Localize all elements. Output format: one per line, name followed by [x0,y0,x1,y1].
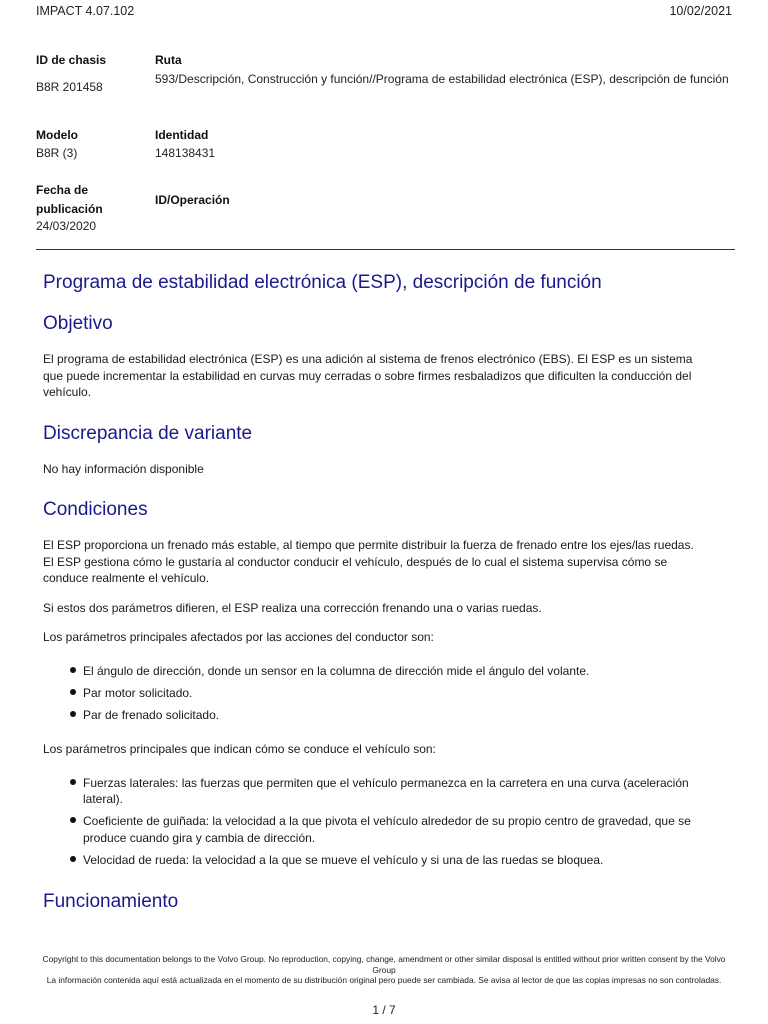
pub-date-value: 24/03/2020 [36,219,97,233]
objective-text: El programa de estabilidad electrónica (ESP) es una adición al sistema de frenos electrónico (EBS). El ESP es un sistema que puede incrementar la estabilidad en curvas muy cerradas o sobre firmes resbaladizos que dificulten la conducción del vehículo. [43,352,693,399]
bullet-icon [70,817,76,823]
route-label: Ruta [155,53,182,67]
bullet-icon [70,779,76,785]
header-divider [36,249,735,250]
vehicle-params-list [43,775,703,869]
driver-params-intro: Los parámetros principales afectados por las acciones del conductor son: [43,630,434,644]
conditions-paragraph-2: Si estos dos parámetros difieren, el ESP realiza una corrección frenando una o varias ruedas. [43,600,542,615]
variant-heading: Discrepancia de variante [43,422,253,444]
bullet-icon [70,856,76,862]
page-number: 1 / 7 [372,1003,396,1017]
conditions-paragraph-1: El ESP proporciona un frenado más estable, al tiempo que permite distribuir la fuerza de frenado entre los ejes/las ruedas. El ESP gestiona cómo le gustaría al conductor conducir el vehículo, después de lo cual el sistema supervisa cómo se conduce realmente el vehículo. [43,538,694,585]
identity-label: Identidad [155,128,209,142]
list-item: Coeficiente de guiñada: la velocidad a la que pivota el vehículo alrededor de su propio centro de gravedad, que se produce cuando gira y cambia de dirección. [43,813,703,846]
app-version: IMPACT 4.07.102 [36,4,135,18]
bullet-icon [70,689,76,695]
document-title: Programa de estabilidad electrónica (ESP), descripción de función [43,272,602,293]
bullet-icon [70,667,76,673]
route-value: 593/Descripción, Construcción y función//Programa de estabilidad electrónica (ESP), descripción de función [155,72,729,86]
conditions-heading: Condiciones [43,499,148,520]
model-label: Modelo [36,128,78,142]
list-item: Par motor solicitado. [43,685,703,702]
bullet-icon [70,711,76,717]
driver-params-list [43,663,703,724]
disclaimer-notice: La información contenida aquí está actualizada en el momento de su distribución original pero puede ser cambiada. Se avisa al lector de que las copias impresas no son controladas. [46,975,722,985]
list-item: El ángulo de dirección, donde un sensor en la columna de dirección mide el ángulo del volante. [43,663,703,680]
list-item: Par de frenado solicitado. [43,707,703,724]
identity-value: 148138431 [155,146,216,160]
operation-label: ID/Operación [155,193,230,207]
list-item: Velocidad de rueda: la velocidad a la que se mueve el vehículo y si una de las ruedas se bloquea. [43,852,703,869]
copyright-notice: Copyright to this documentation belongs to the Volvo Group. No reproduction, copying, change, amendment or other similar disposal is entitled without prior written consent by the Volvo Group [42,954,726,975]
document-body [43,258,703,914]
page-footer [30,954,738,986]
pub-date-label-line1: Fecha de [36,183,89,197]
pub-date-label-line2: publicación [36,202,103,216]
vehicle-params-intro: Los parámetros principales que indican cómo se conduce el vehículo son: [43,742,436,756]
chassis-value: B8R 201458 [36,80,103,94]
list-item: Fuerzas laterales: las fuerzas que permiten que el vehículo permanezca en la carretera en una curva (aceleración lateral). [43,775,703,808]
objective-heading: Objetivo [43,313,113,334]
operation-heading: Funcionamiento [43,891,179,912]
variant-text: No hay información disponible [43,461,204,476]
chassis-label: ID de chasis [36,53,107,67]
model-value: B8R (3) [36,146,78,160]
page-header [36,4,732,20]
print-date: 10/02/2021 [669,4,732,18]
